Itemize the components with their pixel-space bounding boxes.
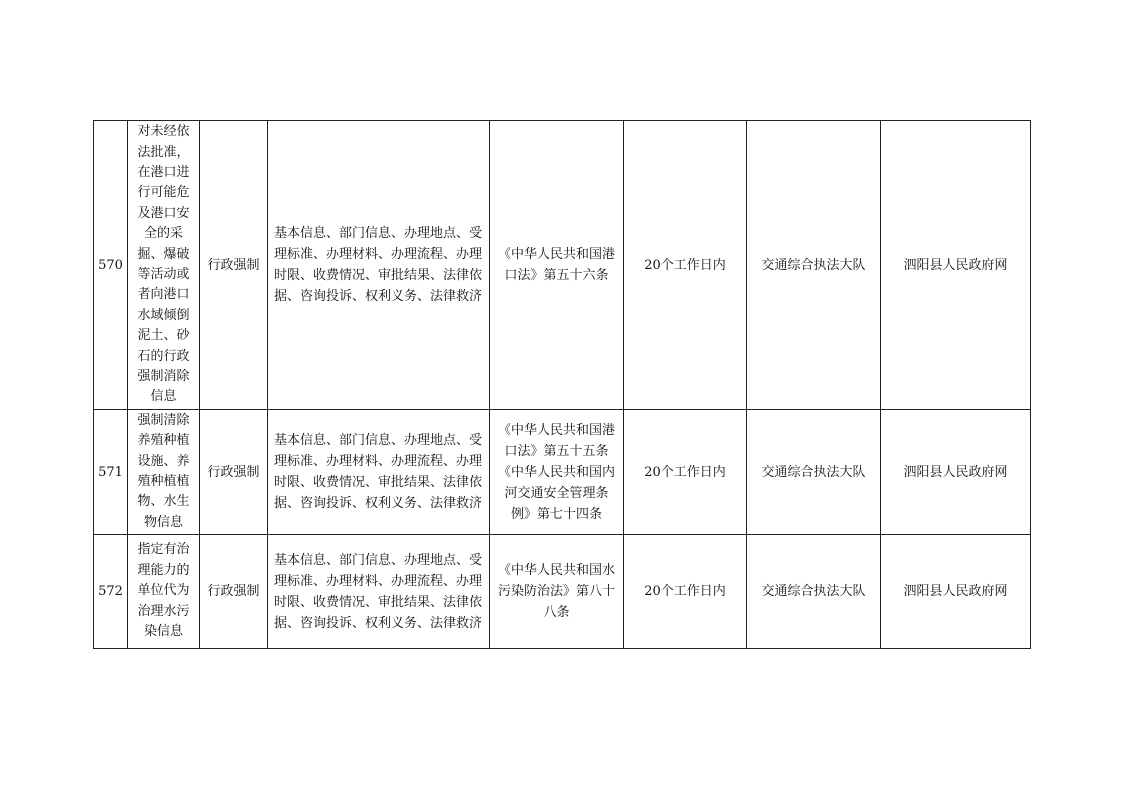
disclosure-table [93,120,1031,649]
disclosure-channel: 泗阳县人民政府网 [881,121,1031,410]
legal-basis: 《中华人民共和国港口法》第五十六条 [490,121,624,410]
table-row [94,121,1031,410]
item-name: 指定有治理能力的单位代为治理水污染信息 [128,535,200,649]
disclosure-content: 基本信息、部门信息、办理地点、受理标准、办理材料、办理流程、办理时限、收费情况、审批结果、法律依据、咨询投诉、权利义务、法律救济 [268,410,490,535]
item-category: 行政强制 [200,410,268,535]
table-row [94,410,1031,535]
time-limit: 20个工作日内 [624,121,747,410]
time-limit: 20个工作日内 [624,535,747,649]
row-number: 570 [94,121,128,410]
legal-basis: 《中华人民共和国港口法》第五十五条《中华人民共和国内河交通安全管理条例》第七十四条 [490,410,624,535]
disclosure-channel: 泗阳县人民政府网 [881,410,1031,535]
time-limit: 20个工作日内 [624,410,747,535]
item-category: 行政强制 [200,121,268,410]
legal-basis: 《中华人民共和国水污染防治法》第八十八条 [490,535,624,649]
table-row [94,535,1031,649]
row-number: 571 [94,410,128,535]
disclosure-channel: 泗阳县人民政府网 [881,535,1031,649]
responsible-department: 交通综合执法大队 [747,121,881,410]
item-name: 强制清除养殖种植设施、养殖种植植物、水生物信息 [128,410,200,535]
responsible-department: 交通综合执法大队 [747,410,881,535]
row-number: 572 [94,535,128,649]
responsible-department: 交通综合执法大队 [747,535,881,649]
item-category: 行政强制 [200,535,268,649]
item-name: 对未经依法批准，在港口进行可能危及港口安全的采掘、爆破等活动或者向港口水域倾倒泥土、砂石的行政强制消除信息 [128,121,200,410]
disclosure-content: 基本信息、部门信息、办理地点、受理标准、办理材料、办理流程、办理时限、收费情况、审批结果、法律依据、咨询投诉、权利义务、法律救济 [268,535,490,649]
disclosure-content: 基本信息、部门信息、办理地点、受理标准、办理材料、办理流程、办理时限、收费情况、审批结果、法律依据、咨询投诉、权利义务、法律救济 [268,121,490,410]
